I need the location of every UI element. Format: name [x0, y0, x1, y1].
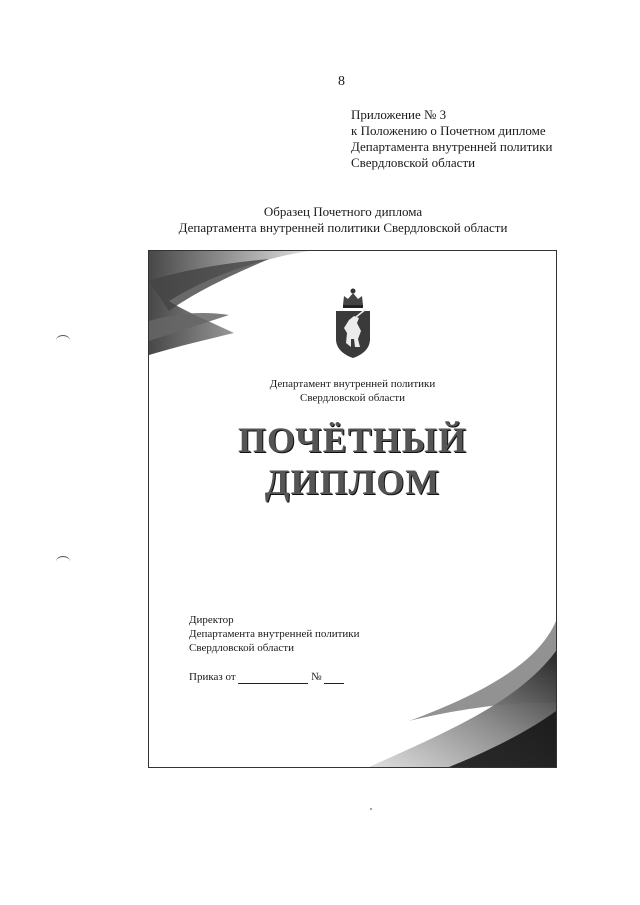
title-line: ПОЧЁТНЫЙ [238, 420, 467, 460]
coat-of-arms-icon [333, 287, 373, 359]
sample-heading-line: Департамента внутренней политики Свердловской области [178, 220, 508, 235]
issuer-department [149, 377, 556, 405]
sample-heading-line: Образец Почетного диплома [263, 204, 423, 219]
punch-hole-mark [56, 556, 70, 567]
appendix-line: Департамента внутренней политики [351, 139, 553, 154]
punch-hole-mark [56, 335, 70, 346]
bottom-right-wave [369, 621, 556, 767]
appendix-line: к Положению о Почетном дипломе [351, 123, 546, 138]
page-number: 8 [338, 74, 345, 89]
order-number-label: № [311, 671, 322, 683]
order-date-blank [238, 671, 308, 684]
order-label: Приказ от [189, 671, 236, 683]
sample-heading [0, 204, 640, 236]
department-line: Свердловской области [300, 392, 405, 404]
top-left-wave [149, 251, 309, 355]
signature-line: Департамента внутренней политики [189, 628, 360, 640]
department-line: Департамент внутренней политики [269, 378, 436, 390]
appendix-line: Свердловской области [351, 155, 476, 170]
signature-block [189, 613, 360, 655]
appendix-line: Приложение № 3 [351, 107, 447, 122]
diploma-sample [148, 250, 557, 768]
diploma-title [149, 419, 556, 503]
appendix-note [351, 107, 553, 171]
title-line: ДИПЛОМ [264, 462, 441, 502]
order-line [189, 671, 344, 684]
signature-line: Директор [189, 614, 234, 626]
scan-speck [370, 808, 372, 810]
order-number-blank [324, 671, 344, 684]
signature-line: Свердловской области [189, 642, 294, 654]
